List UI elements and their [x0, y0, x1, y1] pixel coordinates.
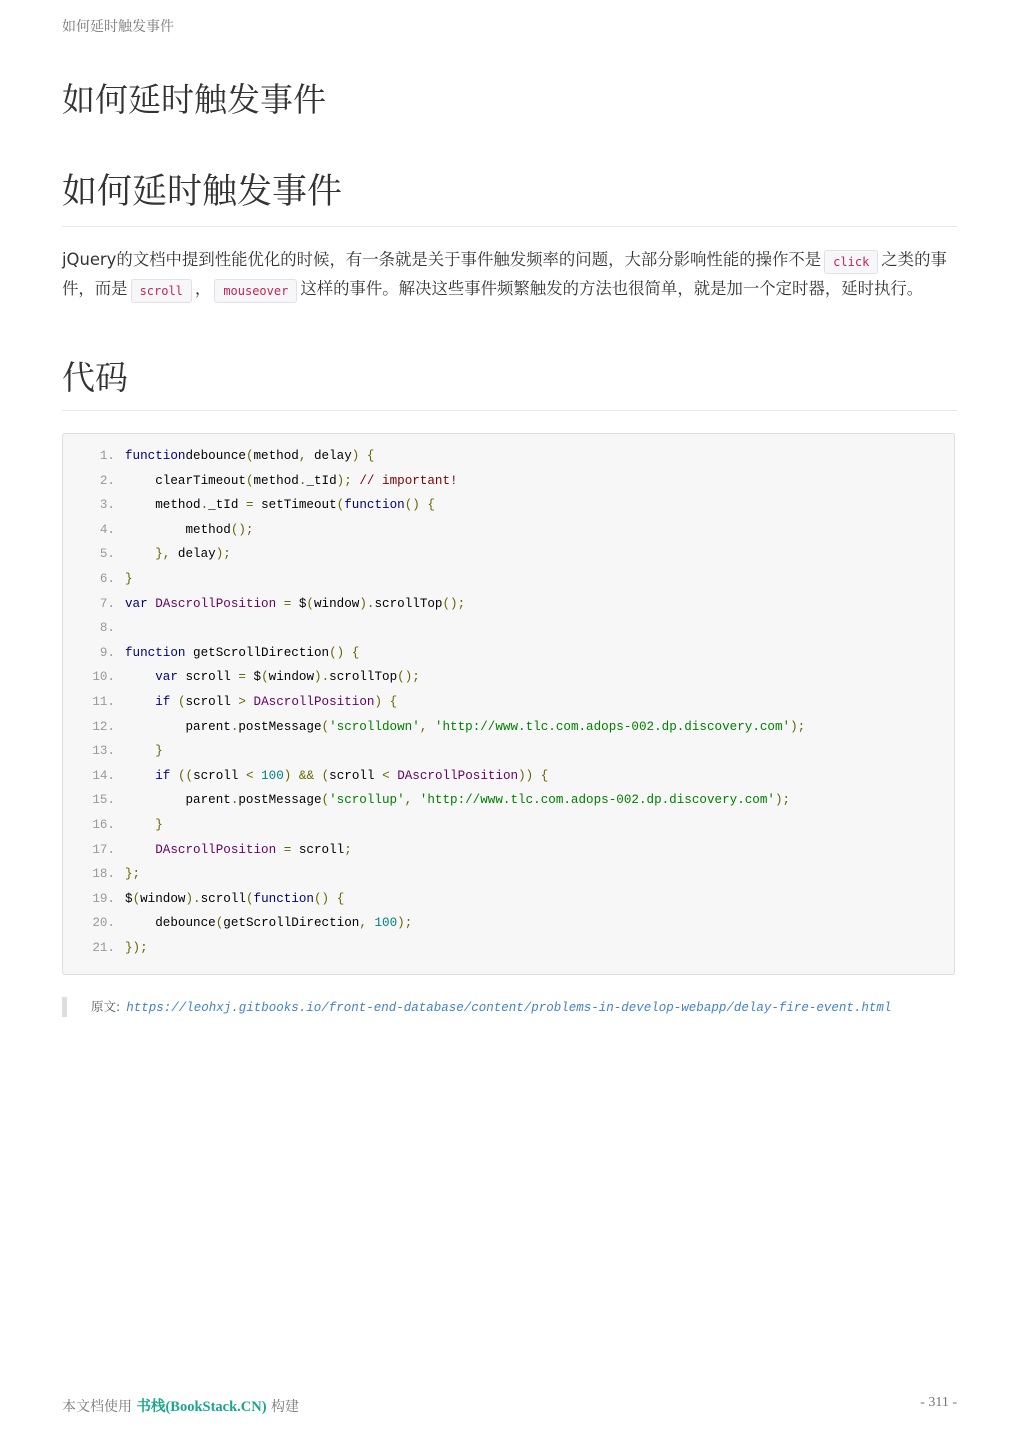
footer-brand-link[interactable]: 书栈(BookStack.CN) — [136, 1399, 267, 1415]
code-token: ). — [359, 596, 375, 611]
code-token: }); — [125, 940, 148, 955]
code-token: . — [230, 793, 239, 808]
code-line — [63, 936, 954, 961]
code-heading: 代码 — [62, 356, 957, 411]
code-token: ( — [321, 793, 330, 808]
code-token: ( — [177, 694, 186, 709]
code-token: ; — [344, 842, 352, 857]
line-number: 21. — [92, 940, 115, 955]
code-token: ( — [321, 768, 330, 783]
code-token: { — [389, 694, 398, 709]
code-token — [359, 449, 367, 463]
code-token: , — [404, 793, 413, 808]
code-token: DAscrollPosition — [397, 768, 519, 783]
code-token: ); — [336, 473, 352, 488]
code-token: if — [155, 694, 171, 709]
code-token: ( — [245, 473, 254, 488]
code-line — [63, 911, 954, 936]
code-line — [63, 469, 954, 494]
page-number: - 311 - — [920, 1395, 957, 1410]
code-token: { — [540, 768, 549, 783]
line-number: 20. — [92, 916, 115, 931]
code-token: (); — [230, 522, 254, 537]
code-line — [63, 641, 954, 666]
line-number: 7. — [99, 596, 115, 611]
code-token: = — [283, 842, 292, 857]
footer-credit — [62, 1395, 299, 1416]
line-number: 2. — [99, 473, 115, 488]
code-token: }, — [155, 547, 171, 562]
code-token — [246, 695, 254, 709]
code-token: function — [344, 498, 405, 513]
code-token: ( — [132, 891, 141, 906]
code-token: . — [230, 719, 239, 734]
code-token: . — [298, 473, 307, 488]
paragraph-text-1: jQuery的文档中提到性能优化的时候，有一条就是关于事件触发频率的问题，大部分影响性能的操作不是 — [62, 250, 822, 269]
line-number: 9. — [99, 645, 115, 660]
code-token: 'http://www.tlc.com.adops-002.dp.discovery.com' — [419, 793, 775, 808]
inline-code-mouseover: mouseover — [214, 279, 297, 303]
code-token: if — [155, 768, 171, 783]
code-token: () — [314, 891, 330, 906]
code-token: ); — [397, 916, 413, 931]
code-token: } — [125, 571, 133, 586]
code-token — [344, 646, 352, 660]
footer-suffix: 构建 — [271, 1399, 300, 1415]
code-token — [170, 695, 178, 709]
code-token: ). — [185, 891, 201, 906]
paragraph-text-4: 这样的事件。解决这些事件频繁触发的方法也很简单，就是加一个定时器，延时执行。 — [300, 279, 924, 298]
code-line — [63, 567, 954, 592]
code-token: debounce — [147, 916, 216, 931]
code-token: (( — [177, 768, 194, 783]
code-token — [427, 720, 435, 734]
code-line — [63, 715, 954, 740]
code-token: ( — [245, 891, 254, 906]
code-token: 'http://www.tlc.com.adops-002.dp.discovery.com' — [434, 719, 791, 734]
code-token: } — [155, 817, 163, 832]
code-token: parent — [177, 793, 231, 808]
code-token: method — [177, 522, 231, 537]
code-token: ); — [774, 793, 791, 808]
code-token: scroll — [177, 670, 239, 685]
code-block — [62, 433, 955, 975]
code-token: _tId — [306, 473, 337, 488]
line-number: 18. — [92, 867, 115, 882]
code-token: delay — [170, 547, 216, 562]
code-token: 100 — [374, 916, 398, 931]
code-token: && — [298, 768, 315, 783]
line-number: 13. — [92, 744, 115, 759]
code-token: )) — [518, 768, 534, 783]
footer-prefix: 本文档使用 — [62, 1399, 132, 1415]
code-token: ); — [790, 719, 806, 734]
code-line — [63, 813, 954, 838]
source-blockquote — [62, 997, 891, 1017]
line-number: 5. — [99, 547, 115, 562]
paragraph-text-3: ， — [194, 279, 212, 298]
line-number: 8. — [99, 621, 115, 636]
code-token — [412, 793, 420, 807]
code-token: 'scrolldown' — [329, 719, 420, 734]
code-token: function — [125, 645, 186, 660]
code-line — [63, 887, 954, 912]
code-token: ) — [374, 694, 383, 709]
code-token: ( — [261, 670, 269, 685]
code-token: { — [351, 645, 360, 660]
code-token — [382, 695, 390, 709]
code-token: $ — [125, 891, 133, 906]
code-token: getScrollDirection — [223, 916, 360, 931]
code-token: getScrollDirection — [185, 645, 330, 660]
code-token: () — [329, 645, 345, 660]
code-token — [314, 769, 322, 783]
code-token: = — [283, 596, 292, 611]
code-token: () — [404, 498, 420, 513]
code-token: window — [140, 891, 186, 906]
code-token: scrollTop — [374, 596, 443, 611]
code-token: scroll — [193, 768, 246, 783]
line-number: 11. — [92, 694, 115, 709]
page-title: 如何延时触发事件 — [62, 80, 326, 119]
code-token: // important! — [359, 473, 458, 488]
code-token: debounce — [185, 449, 246, 463]
code-token — [329, 892, 337, 906]
code-token: _tId — [208, 498, 246, 513]
source-link[interactable]: https://leohxj.gitbooks.io/front-end-database/content/problems-in-develop-webapp/delay-fire-event.html — [126, 1001, 892, 1015]
code-token: ( — [245, 449, 254, 463]
code-token: scroll — [291, 842, 345, 857]
code-line — [63, 444, 954, 469]
code-line — [63, 616, 954, 641]
code-line — [63, 838, 954, 863]
code-token: var — [125, 596, 148, 611]
code-token: ( — [336, 498, 345, 513]
line-number: 10. — [92, 670, 115, 685]
code-token: (); — [397, 670, 420, 685]
code-token: , — [419, 719, 428, 734]
code-token: function — [253, 891, 314, 906]
code-token: ( — [321, 719, 330, 734]
code-token: setTimeout — [253, 498, 337, 513]
code-token: scroll — [329, 768, 383, 783]
code-token: postMessage — [238, 793, 322, 808]
code-token: DAscrollPosition — [155, 596, 277, 611]
code-token: $ — [245, 670, 262, 685]
code-token: ( — [215, 916, 224, 931]
code-token — [276, 843, 284, 857]
code-token — [533, 769, 541, 783]
code-line — [63, 764, 954, 789]
code-line — [63, 788, 954, 813]
code-line — [63, 518, 954, 543]
code-token: method — [147, 498, 201, 513]
code-token: , — [359, 916, 367, 931]
paragraph-text-2: 之类的事件，而是 — [62, 250, 947, 298]
line-number: 17. — [92, 842, 115, 857]
section-heading: 如何延时触发事件 — [62, 170, 957, 227]
code-token: method — [253, 473, 299, 488]
inline-code-click: click — [824, 250, 878, 274]
line-number: 12. — [92, 719, 115, 734]
code-token: window — [268, 670, 315, 685]
line-number: 1. — [99, 449, 115, 463]
code-token: postMessage — [238, 719, 322, 734]
code-token: < — [382, 768, 390, 783]
code-token: window — [313, 596, 360, 611]
code-token: DAscrollPosition — [253, 694, 375, 709]
code-token: ). — [314, 670, 330, 685]
code-token: ); — [215, 547, 231, 562]
intro-paragraph — [62, 246, 957, 304]
line-number: 3. — [99, 498, 115, 513]
code-token: ) — [283, 768, 292, 783]
code-token: 'scrollup' — [329, 793, 405, 808]
code-token: scroll — [200, 891, 246, 906]
code-token: 100 — [261, 768, 284, 783]
source-label: 原文: — [91, 999, 121, 1014]
code-token: clearTimeout — [147, 473, 246, 488]
code-token: function — [125, 449, 186, 463]
code-token: method — [253, 449, 299, 463]
code-line — [63, 690, 954, 715]
running-header: 如何延时触发事件 — [62, 19, 174, 35]
code-token: > — [238, 694, 246, 709]
code-token: }; — [125, 867, 141, 882]
line-number: 14. — [92, 768, 115, 783]
code-token: { — [427, 498, 435, 513]
code-token: scroll — [185, 694, 239, 709]
code-token: var — [155, 670, 178, 685]
code-token: $ — [291, 596, 307, 611]
code-token — [254, 769, 262, 783]
code-token: { — [336, 891, 345, 906]
code-token — [170, 769, 178, 783]
code-token: = — [238, 670, 246, 685]
code-token: (); — [442, 596, 466, 611]
code-token: = — [245, 498, 254, 513]
code-token: { — [366, 449, 375, 463]
code-line — [63, 592, 954, 617]
code-token: } — [155, 744, 163, 759]
code-token: < — [245, 768, 254, 783]
code-token: parent — [177, 719, 231, 734]
code-line — [63, 542, 954, 567]
code-token: , — [298, 449, 307, 463]
line-number: 6. — [99, 571, 115, 586]
code-token: DAscrollPosition — [155, 842, 277, 857]
code-token: . — [200, 498, 209, 513]
code-line — [63, 493, 954, 518]
line-number: 16. — [92, 817, 115, 832]
code-token: ) — [351, 449, 360, 463]
code-line — [63, 739, 954, 764]
code-token: delay — [306, 449, 352, 463]
code-token: scrollTop — [329, 670, 398, 685]
line-number: 4. — [99, 522, 115, 537]
code-token: ( — [306, 596, 314, 611]
code-token — [276, 597, 284, 611]
code-line — [63, 862, 954, 887]
code-line — [63, 665, 954, 690]
inline-code-scroll: scroll — [131, 279, 192, 303]
line-number: 15. — [92, 793, 115, 808]
code-token — [291, 769, 299, 783]
line-number: 19. — [92, 891, 115, 906]
